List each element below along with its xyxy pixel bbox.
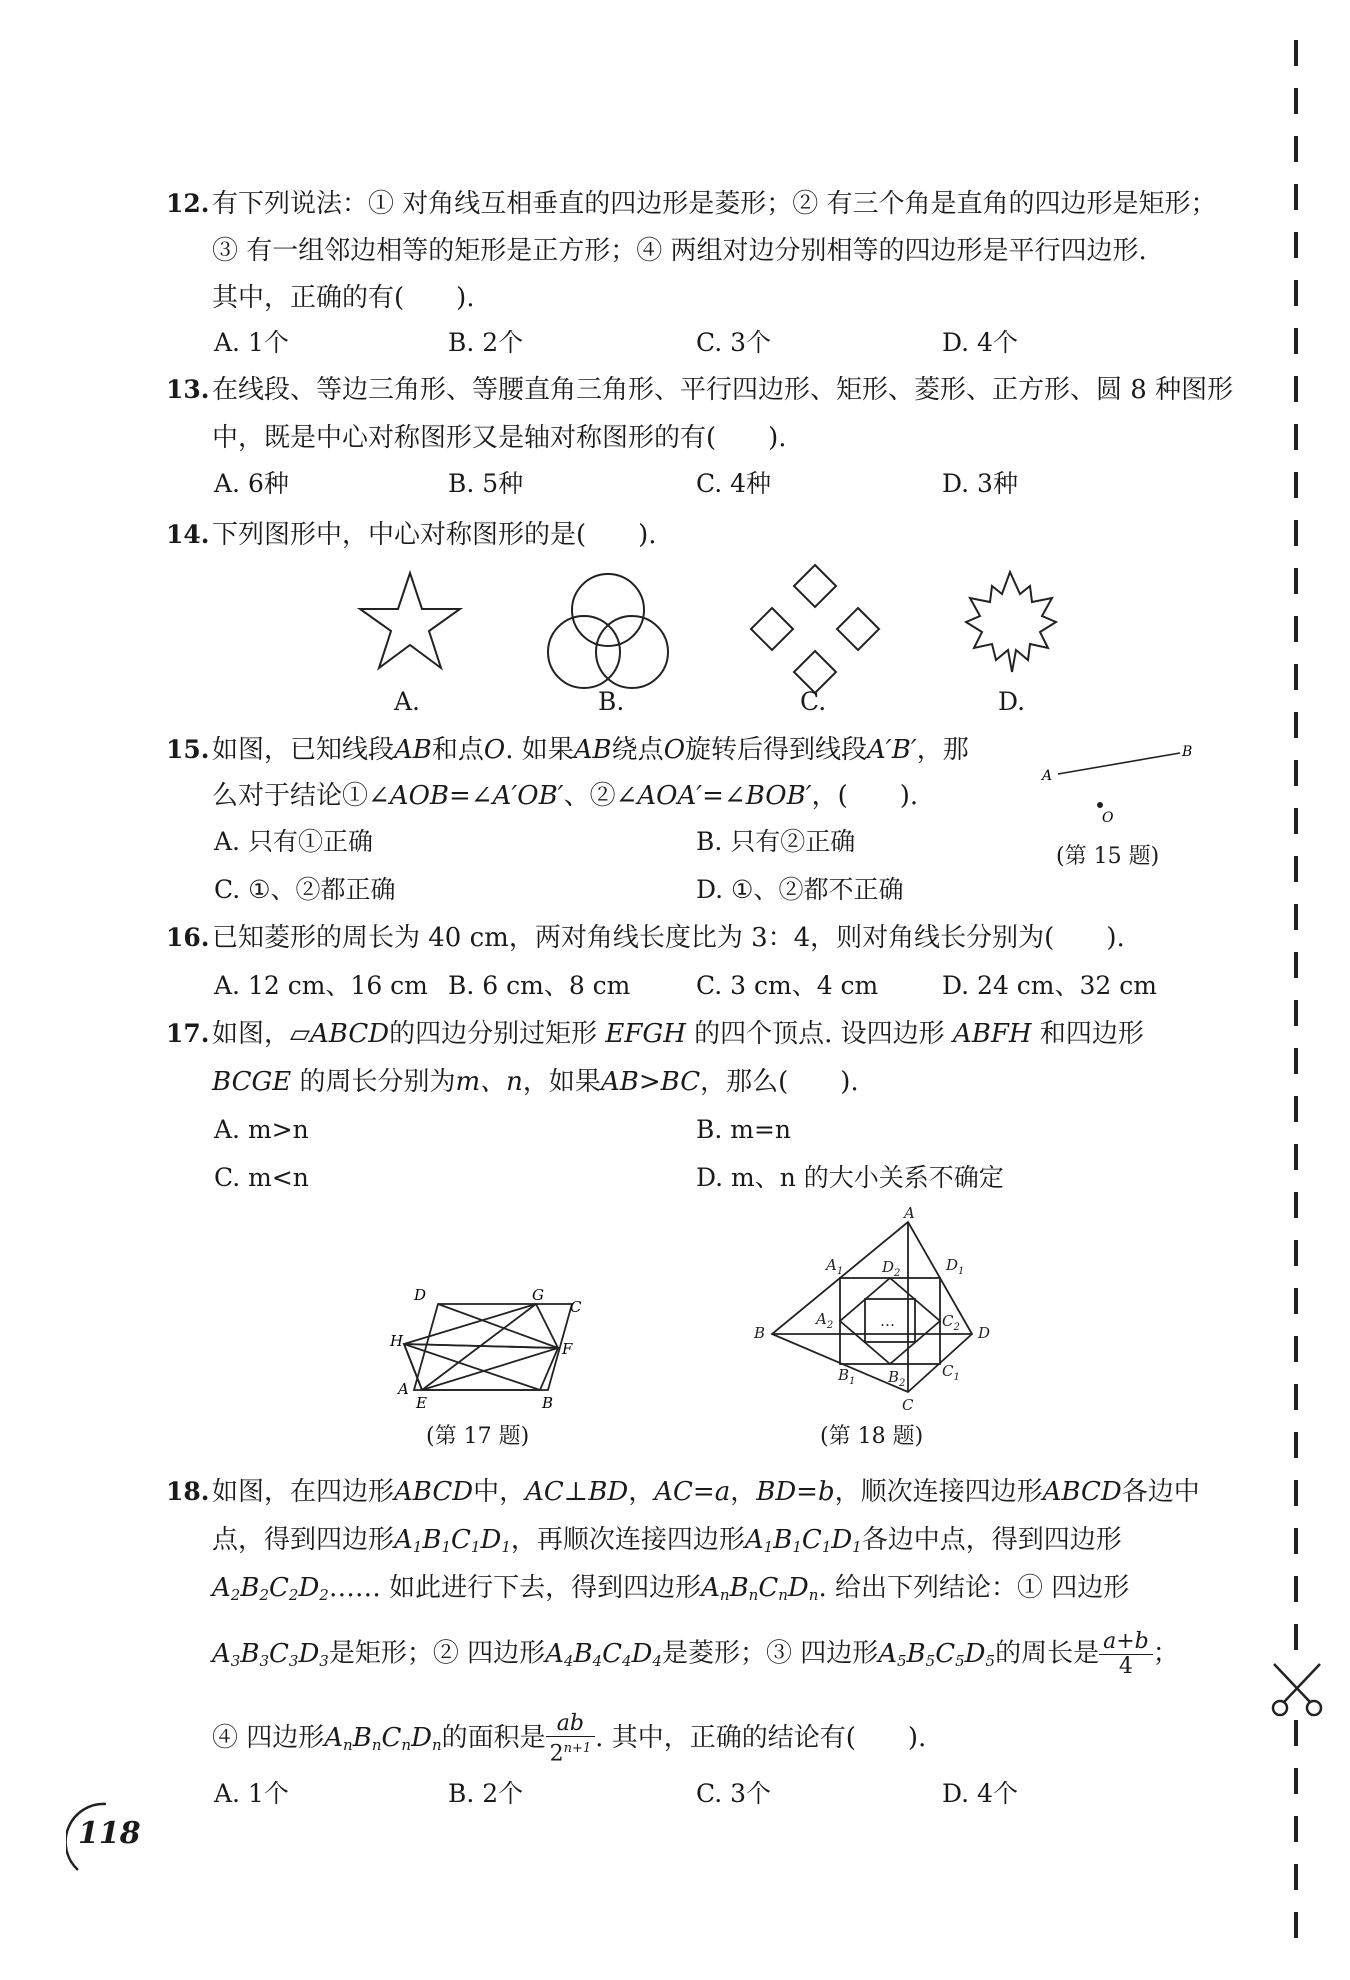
question-18-option-d[interactable]: D. 4个 — [942, 1779, 1018, 1808]
question-13-option-c[interactable]: C. 4种 — [696, 469, 772, 498]
question-18-option-c[interactable]: C. 3个 — [696, 1779, 772, 1808]
question-16-line-1: 已知菱形的周长为 40 cm，两对角线长度比为 3：4，则对角线长分别为( ). — [212, 923, 1125, 953]
label-a: A — [398, 1380, 409, 1398]
question-12-line-2: ③ 有一组邻边相等的矩形是正方形；④ 两组对边分别相等的四边形是平行四边形. — [212, 236, 1147, 266]
label-b1: $B_1$ — [838, 1366, 856, 1387]
question-16-option-a[interactable]: A. 12 cm、16 cm — [214, 971, 428, 1000]
figure-c-diamonds-icon[interactable] — [751, 565, 879, 693]
figure-b-label: B. — [598, 687, 625, 716]
figure-c-label: C. — [800, 687, 827, 716]
question-13-line-1: 在线段、等边三角形、等腰直角三角形、平行四边形、矩形、菱形、正方形、圆 8 种图形 — [212, 375, 1234, 405]
question-17-line-2: BCGE 的周长分别为m、n，如果AB>BC，那么( ). — [212, 1067, 859, 1097]
question-12-line-1: 有下列说法：① 对角线互相垂直的四边形是菱形；② 有三个角是直角的四边形是矩形； — [212, 189, 1217, 219]
question-16-option-c[interactable]: C. 3 cm、4 cm — [696, 971, 879, 1000]
figure-d-label: D. — [998, 687, 1026, 716]
question-14-figures — [340, 560, 1080, 720]
segment-ab — [1058, 753, 1180, 774]
label-d2: $D_2$ — [882, 1258, 901, 1279]
label-d: D — [978, 1324, 991, 1342]
question-14-line-1: 下列图形中，中心对称图形的是( ). — [212, 520, 657, 550]
point-o-label: O — [1102, 810, 1114, 826]
page-number: 118 — [78, 1816, 141, 1851]
question-18-option-b[interactable]: B. 2个 — [448, 1779, 524, 1808]
question-17-option-d[interactable]: D. m、n 的大小关系不确定 — [696, 1163, 1004, 1192]
question-15-option-c[interactable]: C. ①、②都正确 — [214, 875, 396, 904]
label-a1: $A_1$ — [826, 1256, 844, 1277]
question-12-option-b[interactable]: B. 2个 — [448, 328, 524, 357]
question-12-option-d[interactable]: D. 4个 — [942, 328, 1018, 357]
figure-d-leaf-icon[interactable] — [966, 572, 1056, 672]
question-17-option-c[interactable]: C. m<n — [214, 1163, 309, 1192]
label-e: E — [416, 1394, 427, 1412]
label-f: F — [562, 1340, 573, 1358]
point-a-label: A — [1042, 768, 1053, 784]
page-number-badge — [66, 1798, 156, 1878]
question-17-line-1: 如图，▱ABCD的四边分别过矩形 EFGH 的四个顶点. 设四边形 ABFH 和四边形 — [212, 1019, 1144, 1049]
question-15-option-d[interactable]: D. ①、②都不正确 — [696, 875, 904, 904]
question-12-number: 12. — [166, 189, 210, 218]
question-15-figure — [1030, 736, 1210, 826]
label-b: B — [754, 1324, 766, 1342]
question-17-figure — [376, 1284, 596, 1414]
question-13-option-a[interactable]: A. 6种 — [214, 469, 289, 498]
label-c: C — [902, 1396, 914, 1414]
question-18-figure — [752, 1206, 1002, 1418]
question-12-option-a[interactable]: A. 1个 — [214, 328, 289, 357]
question-15-option-a[interactable]: A. 只有①正确 — [214, 827, 373, 856]
label-b: B — [542, 1394, 554, 1412]
point-o — [1097, 802, 1103, 808]
question-15-number: 15. — [166, 735, 210, 764]
question-15-caption: (第 15 题) — [1056, 844, 1160, 869]
question-13-option-b[interactable]: B. 5种 — [448, 469, 524, 498]
label-a2: $A_2$ — [816, 1310, 834, 1331]
question-12-option-c[interactable]: C. 3个 — [696, 328, 772, 357]
figure-a-label: A. — [394, 687, 421, 716]
label-d: D — [414, 1286, 427, 1304]
question-18-line-3: $A_2B_2C_2D_2\dots\dots$ 如此进行下去，得到四边形$A_nB_nC_nD_n$. 给出下列结论：① 四边形 — [212, 1573, 1130, 1604]
point-b-label: B — [1182, 744, 1193, 760]
question-13-number: 13. — [166, 375, 210, 404]
question-17-number: 17. — [166, 1019, 210, 1048]
label-a: A — [904, 1206, 915, 1222]
question-17-caption: (第 17 题) — [426, 1424, 530, 1449]
question-15-line-2: 么对于结论①∠AOB=∠A′OB′、②∠AOA′=∠BOB′，( ). — [212, 781, 919, 811]
ellipsis-label: … — [880, 1312, 895, 1330]
question-18-line-5: ④ 四边形$A_nB_nC_nD_n$的面积是 $\frac{ab}{2^{n+1}}$ . 其中，正确的结论有( ). — [212, 1711, 927, 1767]
question-14-number: 14. — [166, 520, 210, 549]
question-15-option-b[interactable]: B. 只有②正确 — [696, 827, 856, 856]
label-c1: $C_1$ — [942, 1362, 960, 1383]
question-13-line-2: 中，既是中心对称图形又是轴对称图形的有( ). — [212, 423, 787, 453]
question-16-number: 16. — [166, 923, 210, 952]
question-18-caption: (第 18 题) — [820, 1424, 924, 1449]
label-d1: $D_1$ — [946, 1256, 965, 1277]
area-fraction: $\frac{ab}{2^{n+1}}$ — [546, 1712, 596, 1766]
label-c2: $C_2$ — [942, 1312, 960, 1333]
question-18-line-1: 如图，在四边形ABCD中，AC⊥BD，AC=a，BD=b，顺次连接四边形ABCD各边中 — [212, 1477, 1200, 1507]
label-h: H — [390, 1332, 404, 1350]
perimeter-fraction: $\frac{a+b}{4}$ — [1099, 1630, 1153, 1679]
question-13-option-d[interactable]: D. 3种 — [942, 469, 1018, 498]
question-12-line-3: 其中，正确的有( ). — [212, 283, 475, 313]
figure-a-star-icon[interactable] — [360, 573, 460, 668]
question-16-option-d[interactable]: D. 24 cm、32 cm — [942, 971, 1157, 1000]
question-18-line-4: $A_3B_3C_3D_3$是矩形；② 四边形$A_4B_4C_4D_4$是菱形；③ 四边形$A_5B_5C_5D_5$的周长是 $\frac{a+b}{4}$ ； — [212, 1629, 1179, 1679]
label-c: C — [570, 1298, 582, 1316]
question-15-line-1: 如图，已知线段AB和点O. 如果AB绕点O旋转后得到线段A′B′，那 — [212, 735, 969, 765]
question-17-option-a[interactable]: A. m>n — [214, 1115, 309, 1144]
question-17-option-b[interactable]: B. m=n — [696, 1115, 792, 1144]
label-b2: $B_2$ — [888, 1368, 906, 1389]
question-16-option-b[interactable]: B. 6 cm、8 cm — [448, 971, 631, 1000]
question-18-line-2: 点，得到四边形$A_1B_1C_1D_1$，再顺次连接四边形$A_1B_1C_1D_1$各边中点，得到四边形 — [212, 1525, 1122, 1556]
figure-b-trefoil-icon[interactable] — [548, 574, 668, 688]
label-g: G — [532, 1286, 544, 1304]
question-18-number: 18. — [166, 1477, 210, 1506]
question-18-option-a[interactable]: A. 1个 — [214, 1779, 289, 1808]
scissors-icon — [1266, 1658, 1328, 1720]
